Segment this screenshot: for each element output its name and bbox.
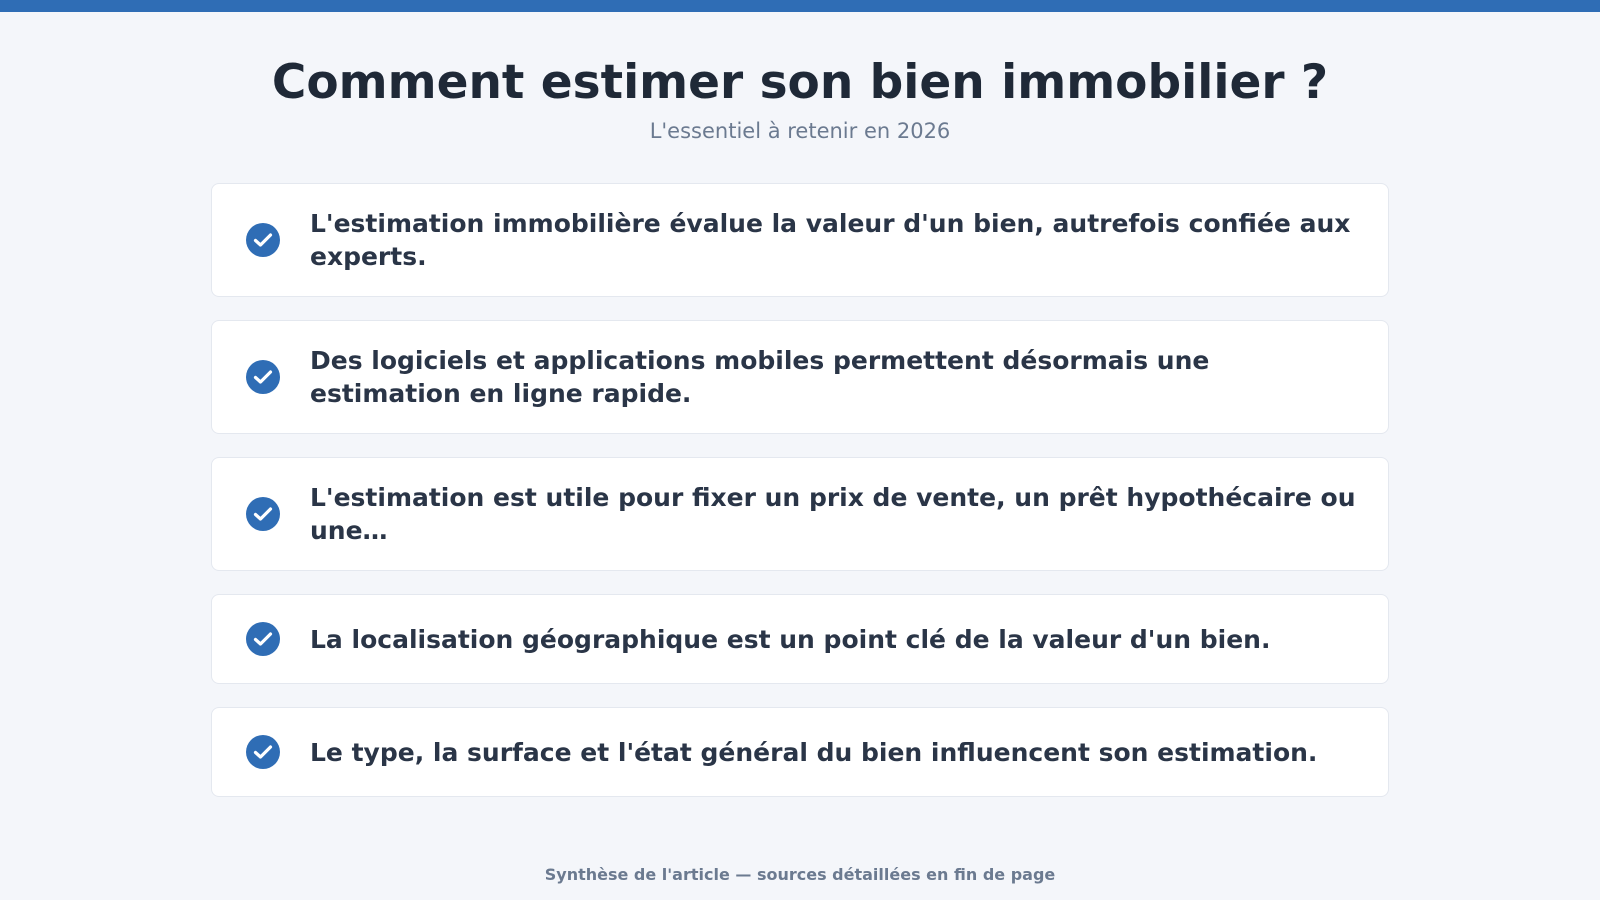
key-point-text: Des logiciels et applications mobiles permettent désormais une estimation en ligne rapide. — [310, 346, 1210, 408]
check-circle-icon — [246, 223, 280, 257]
key-point-card — [211, 707, 1389, 797]
key-point-text: Le type, la surface et l'état général du bien influencent son estimation. — [310, 737, 1318, 767]
key-point-card — [211, 320, 1389, 434]
check-circle-icon — [246, 735, 280, 769]
key-point-card — [211, 457, 1389, 571]
key-point-text: L'estimation immobilière évalue la valeur d'un bien, autrefois confiée aux experts. — [310, 209, 1351, 271]
key-point-card — [211, 594, 1389, 684]
key-point-text: L'estimation est utile pour fixer un prix de vente, un prêt hypothécaire ou une… — [310, 483, 1356, 545]
page-title: Comment estimer son bien immobilier ? — [271, 55, 1329, 110]
key-point-card — [211, 183, 1389, 297]
check-circle-icon — [246, 497, 280, 531]
page-subtitle: L'essentiel à retenir en 2026 — [649, 119, 951, 143]
footer-note: Synthèse de l'article — sources détaillées en fin de page — [544, 865, 1056, 884]
key-points-list — [211, 183, 1389, 820]
check-circle-icon — [246, 360, 280, 394]
top-accent-bar — [0, 0, 1600, 12]
key-point-text: La localisation géographique est un point clé de la valeur d'un bien. — [310, 624, 1271, 654]
check-circle-icon — [246, 622, 280, 656]
